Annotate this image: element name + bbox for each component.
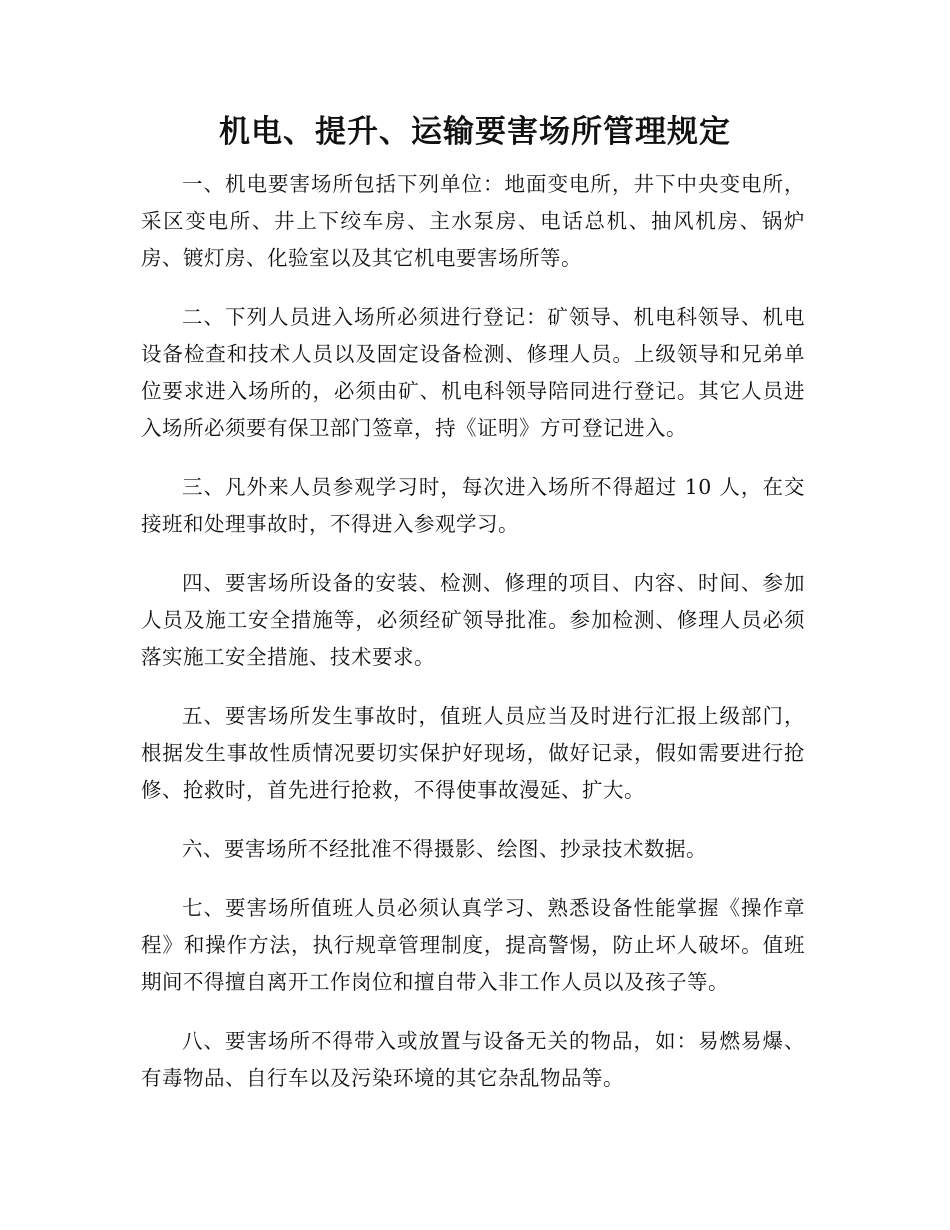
paragraph-4: 四、要害场所设备的安装、检测、修理的项目、内容、时间、参加人员及施工安全措施等，必须经矿领导批准。参加检测、修理人员必须落实施工安全措施、技术要求。 <box>141 571 805 669</box>
document-title: 机电、提升、运输要害场所管理规定 <box>219 114 731 150</box>
paragraph-1: 一、机电要害场所包括下列单位：地面变电所，井下中央变电所，采区变电所、井上下绞车房、主水泵房、电话总机、抽风机房、锅炉房、镀灯房、化验室以及其它机电要害场所等。 <box>141 172 805 270</box>
paragraph-2: 二、下列人员进入场所必须进行登记：矿领导、机电科领导、机电设备检查和技术人员以及固定设备检测、修理人员。上级领导和兄弟单位要求进入场所的，必须由矿、机电科领导陪同进行登记。其它人员进入场所必须要有保卫部门签章，持《证明》方可登记进入。 <box>141 305 805 440</box>
paragraph-5: 五、要害场所发生事故时，值班人员应当及时进行汇报上级部门，根据发生事故性质情况要切实保护好现场，做好记录，假如需要进行抢修、抢救时，首先进行抢救，不得使事故漫延、扩大。 <box>141 704 805 802</box>
paragraph-7: 七、要害场所值班人员必须认真学习、熟悉设备性能掌握《操作章程》和操作方法，执行规章管理制度，提高警惕，防止坏人破坏。值班期间不得擅自离开工作岗位和擅自带入非工作人员以及孩子等。 <box>141 896 805 994</box>
paragraph-3: 三、凡外来人员参观学习时，每次进入场所不得超过 10 人，在交接班和处理事故时，不得进入参观学习。 <box>141 475 805 536</box>
document-body <box>141 166 805 1119</box>
paragraph-8: 八、要害场所不得带入或放置与设备无关的物品，如：易燃易爆、有毒物品、自行车以及污染环境的其它杂乱物品等。 <box>141 1029 805 1090</box>
paragraph-6: 六、要害场所不经批准不得摄影、绘图、抄录技术数据。 <box>182 837 707 861</box>
